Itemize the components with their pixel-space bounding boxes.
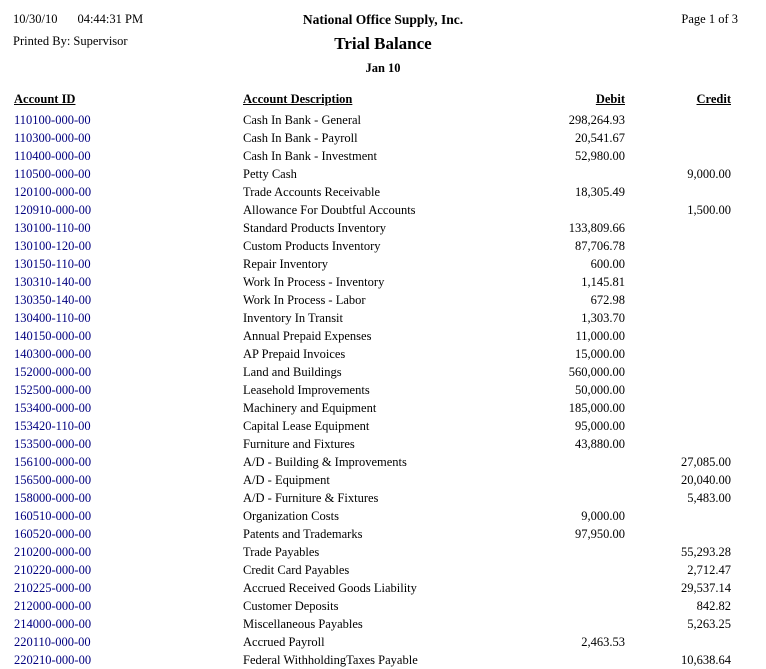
table-row [14, 219, 731, 237]
table-row [14, 489, 731, 507]
credit-amount [625, 111, 731, 129]
table-row [14, 561, 731, 579]
account-id-link[interactable]: 212000-000-00 [14, 599, 92, 613]
credit-amount [625, 327, 731, 345]
table-row [14, 399, 731, 417]
account-id-link[interactable]: 120910-000-00 [14, 203, 92, 217]
column-header-credit: Credit [696, 92, 731, 106]
account-id-link[interactable]: 130100-110-00 [14, 221, 91, 235]
column-header-account-description: Account Description [243, 92, 353, 106]
account-id-link[interactable]: 152000-000-00 [14, 365, 92, 379]
debit-amount: 2,463.53 [581, 635, 625, 649]
account-id-link[interactable]: 160520-000-00 [14, 527, 92, 541]
credit-amount: 55,293.28 [681, 545, 731, 559]
account-id-link[interactable]: 120100-000-00 [14, 185, 92, 199]
table-row [14, 327, 731, 345]
table-row [14, 273, 731, 291]
account-id-link[interactable]: 220110-000-00 [14, 635, 91, 649]
credit-amount [625, 183, 731, 201]
credit-amount [625, 273, 731, 291]
account-description: A/D - Furniture & Fixtures [243, 491, 379, 505]
debit-amount [475, 453, 625, 471]
debit-amount [475, 615, 625, 633]
account-id-link[interactable]: 130310-140-00 [14, 275, 92, 289]
table-row [14, 381, 731, 399]
credit-amount [625, 633, 731, 651]
account-description: Furniture and Fixtures [243, 437, 355, 451]
account-id-link[interactable]: 110400-000-00 [14, 149, 91, 163]
trial-balance-rows [14, 111, 731, 669]
account-description: Accrued Received Goods Liability [243, 581, 417, 595]
table-row [14, 165, 731, 183]
printed-by: Printed By: Supervisor [13, 34, 128, 48]
report-date: 10/30/10 [13, 12, 58, 26]
table-row [14, 201, 731, 219]
account-description: Standard Products Inventory [243, 221, 387, 235]
debit-amount [475, 579, 625, 597]
table-row [14, 507, 731, 525]
account-id-link[interactable]: 156500-000-00 [14, 473, 92, 487]
debit-amount: 50,000.00 [575, 383, 625, 397]
table-row [14, 579, 731, 597]
table-row [14, 651, 731, 669]
debit-amount [475, 561, 625, 579]
account-description: Patents and Trademarks [243, 527, 363, 541]
account-description: Repair Inventory [243, 257, 329, 271]
credit-amount: 29,537.14 [681, 581, 731, 595]
report-period: Jan 10 [365, 61, 401, 75]
debit-amount: 20,541.67 [575, 131, 625, 145]
account-description: A/D - Equipment [243, 473, 330, 487]
debit-amount: 15,000.00 [575, 347, 625, 361]
table-header-row [14, 89, 731, 111]
table-row [14, 435, 731, 453]
account-description: Credit Card Payables [243, 563, 350, 577]
account-id-link[interactable]: 220210-000-00 [14, 653, 92, 667]
credit-amount: 842.82 [696, 599, 731, 613]
credit-amount [625, 129, 731, 147]
report-header [0, 12, 766, 79]
credit-amount: 2,712.47 [687, 563, 731, 577]
account-id-link[interactable]: 110500-000-00 [14, 167, 91, 181]
credit-amount: 20,040.00 [681, 473, 731, 487]
report-title: Trial Balance [334, 34, 432, 53]
debit-amount: 52,980.00 [575, 149, 625, 163]
debit-amount: 133,809.66 [568, 221, 625, 235]
account-description: Trade Payables [243, 545, 320, 559]
account-id-link[interactable]: 130350-140-00 [14, 293, 92, 307]
account-id-link[interactable]: 110100-000-00 [14, 113, 91, 127]
account-description: Cash In Bank - General [243, 113, 362, 127]
account-description: Land and Buildings [243, 365, 342, 379]
debit-amount: 43,880.00 [575, 437, 625, 451]
debit-amount: 1,145.81 [581, 275, 625, 289]
account-description: Annual Prepaid Expenses [243, 329, 372, 343]
credit-amount [625, 345, 731, 363]
account-description: Accrued Payroll [243, 635, 325, 649]
debit-amount: 9,000.00 [581, 509, 625, 523]
debit-amount [475, 201, 625, 219]
debit-amount: 1,303.70 [581, 311, 625, 325]
debit-amount [475, 543, 625, 561]
account-description: Petty Cash [243, 167, 297, 181]
debit-amount [475, 489, 625, 507]
account-description: Work In Process - Labor [243, 293, 366, 307]
account-id-link[interactable]: 140300-000-00 [14, 347, 92, 361]
account-id-link[interactable]: 110300-000-00 [14, 131, 91, 145]
account-description: AP Prepaid Invoices [243, 347, 346, 361]
account-id-link[interactable]: 160510-000-00 [14, 509, 92, 523]
table-row [14, 147, 731, 165]
table-row [14, 471, 731, 489]
debit-amount: 185,000.00 [568, 401, 625, 415]
account-description: Machinery and Equipment [243, 401, 377, 415]
debit-amount [475, 165, 625, 183]
account-description: Federal WithholdingTaxes Payable [243, 653, 418, 667]
account-id-link[interactable]: 152500-000-00 [14, 383, 92, 397]
debit-amount: 11,000.00 [575, 329, 625, 343]
account-id-link[interactable]: 210200-000-00 [14, 545, 92, 559]
credit-amount: 27,085.00 [681, 455, 731, 469]
credit-amount: 1,500.00 [687, 203, 731, 217]
debit-amount [475, 651, 625, 669]
table-row [14, 309, 731, 327]
account-description: Miscellaneous Payables [243, 617, 363, 631]
table-row [14, 453, 731, 471]
table-row [14, 129, 731, 147]
credit-amount [625, 147, 731, 165]
table-row [14, 417, 731, 435]
account-description: Work In Process - Inventory [243, 275, 385, 289]
debit-amount: 95,000.00 [575, 419, 625, 433]
credit-amount [625, 237, 731, 255]
account-description: Custom Products Inventory [243, 239, 381, 253]
debit-amount: 298,264.93 [568, 113, 625, 127]
debit-amount: 600.00 [590, 257, 625, 271]
table-row [14, 183, 731, 201]
table-row [14, 597, 731, 615]
table-row [14, 363, 731, 381]
table-row [14, 525, 731, 543]
credit-amount [625, 219, 731, 237]
credit-amount: 9,000.00 [687, 167, 731, 181]
credit-amount [625, 309, 731, 327]
credit-amount [625, 399, 731, 417]
credit-amount [625, 255, 731, 273]
account-id-link[interactable]: 153500-000-00 [14, 437, 92, 451]
account-id-link[interactable]: 130150-110-00 [14, 257, 91, 271]
report-time: 04:44:31 PM [77, 12, 144, 26]
debit-amount: 672.98 [590, 293, 625, 307]
account-description: Capital Lease Equipment [243, 419, 370, 433]
debit-amount: 87,706.78 [575, 239, 625, 253]
credit-amount [625, 525, 731, 543]
account-id-link[interactable]: 158000-000-00 [14, 491, 92, 505]
account-description: Cash In Bank - Investment [243, 149, 378, 163]
account-id-link[interactable]: 153400-000-00 [14, 401, 92, 415]
trial-balance-table [14, 89, 731, 669]
credit-amount [625, 363, 731, 381]
company-name: National Office Supply, Inc. [302, 12, 464, 27]
table-row [14, 345, 731, 363]
account-description: Cash In Bank - Payroll [243, 131, 358, 145]
debit-amount: 97,950.00 [575, 527, 625, 541]
account-id-link[interactable]: 153420-110-00 [14, 419, 91, 433]
table-row [14, 291, 731, 309]
account-description: Trade Accounts Receivable [243, 185, 380, 199]
table-row [14, 633, 731, 651]
credit-amount [625, 507, 731, 525]
account-id-link[interactable]: 156100-000-00 [14, 455, 92, 469]
account-id-link[interactable]: 130400-110-00 [14, 311, 91, 325]
column-header-debit: Debit [595, 92, 625, 106]
debit-amount: 560,000.00 [568, 365, 625, 379]
debit-amount: 18,305.49 [575, 185, 625, 199]
credit-amount [625, 435, 731, 453]
table-row [14, 543, 731, 561]
page-indicator: Page 1 of 3 [681, 12, 738, 26]
table-row [14, 615, 731, 633]
account-description: Organization Costs [243, 509, 339, 523]
column-header-account-id: Account ID [14, 92, 76, 106]
account-description: Inventory In Transit [243, 311, 343, 325]
account-description: Customer Deposits [243, 599, 339, 613]
credit-amount: 5,263.25 [687, 617, 731, 631]
debit-amount [475, 471, 625, 489]
table-row [14, 111, 731, 129]
table-row [14, 255, 731, 273]
account-description: Leasehold Improvements [243, 383, 370, 397]
table-row [14, 237, 731, 255]
credit-amount: 5,483.00 [687, 491, 731, 505]
account-id-link[interactable]: 130100-120-00 [14, 239, 92, 253]
credit-amount [625, 417, 731, 435]
credit-amount: 10,638.64 [681, 653, 731, 667]
debit-amount [475, 597, 625, 615]
account-id-link[interactable]: 210220-000-00 [14, 563, 92, 577]
account-id-link[interactable]: 210225-000-00 [14, 581, 92, 595]
credit-amount [625, 381, 731, 399]
credit-amount [625, 291, 731, 309]
account-id-link[interactable]: 140150-000-00 [14, 329, 92, 343]
account-description: A/D - Building & Improvements [243, 455, 407, 469]
account-description: Allowance For Doubtful Accounts [243, 203, 416, 217]
account-id-link[interactable]: 214000-000-00 [14, 617, 92, 631]
